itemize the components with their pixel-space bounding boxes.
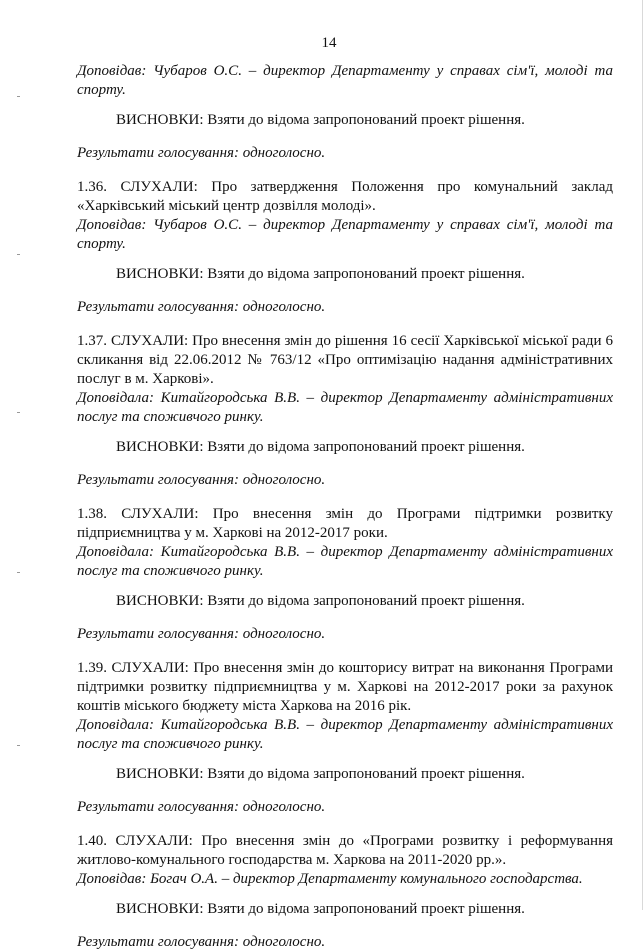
page-number: 14: [321, 35, 337, 51]
conclusion-line: ВИСНОВКИ: Взяти до відома запропонований проект рішення.: [116, 266, 525, 282]
scan-margin-mark: [17, 96, 20, 97]
agenda-item-1-37: 1.37. СЛУХАЛИ: Про внесення змін до рішення 16 сесії Харківської міської ради 6 скликання від 22.06.2012 № 763/12 «Про оптимізацію надання адміністративних послуг в м. Харкові».: [77, 333, 613, 387]
scan-margin-mark: [17, 412, 20, 413]
vote-result-line: Результати голосування: одноголосно.: [77, 145, 326, 161]
agenda-item-1-36: 1.36. СЛУХАЛИ: Про затвердження Положення про комунальний заклад «Харківський міський центр дозвілля молоді».: [77, 179, 613, 214]
document-body: [77, 62, 613, 952]
conclusion-line: ВИСНОВКИ: Взяти до відома запропонований проект рішення.: [116, 901, 525, 917]
vote-result-line: Результати голосування: одноголосно.: [77, 299, 326, 315]
vote-result-line: Результати голосування: одноголосно.: [77, 472, 326, 488]
vote-result-line: Результати голосування: одноголосно.: [77, 799, 326, 815]
reporter-line: Доповідав: Богач О.А. – директор Департаменту комунального господарства.: [77, 871, 583, 887]
reporter-line: Доповідала: Китайгородська В.В. – директор Департаменту адміністративних послуг та споживчого ринку.: [77, 544, 613, 579]
scan-margin-mark: [17, 254, 20, 255]
vote-result-line: Результати голосування: одноголосно.: [77, 934, 326, 950]
reporter-line: Доповідав: Чубаров О.С. – директор Департаменту у справах сім'ї, молоді та спорту.: [77, 217, 613, 252]
scan-margin-mark: [17, 572, 20, 573]
agenda-item-1-40: 1.40. СЛУХАЛИ: Про внесення змін до «Програми розвитку і реформування житлово-комунального господарства м. Харкова на 2011-2020 рр.».: [77, 833, 613, 868]
reporter-line: Доповідала: Китайгородська В.В. – директор Департаменту адміністративних послуг та споживчого ринку.: [77, 390, 613, 425]
reporter-line: Доповідав: Чубаров О.С. – директор Департаменту у справах сім'ї, молоді та спорту.: [77, 63, 613, 98]
scan-margin-mark: [17, 745, 20, 746]
agenda-item-1-38: 1.38. СЛУХАЛИ: Про внесення змін до Програми підтримки розвитку підприємництва у м. Харкові на 2012-2017 роки.: [77, 506, 613, 541]
reporter-line: Доповідала: Китайгородська В.В. – директор Департаменту адміністративних послуг та споживчого ринку.: [77, 717, 613, 752]
agenda-item-1-39: 1.39. СЛУХАЛИ: Про внесення змін до кошторису витрат на виконання Програми підтримки розвитку підприємництва у м. Харкові на 2012-2017 роки за рахунок коштів міського бюджету міста Харкова на 2016 рік.: [77, 660, 613, 714]
vote-result-line: Результати голосування: одноголосно.: [77, 626, 326, 642]
conclusion-line: ВИСНОВКИ: Взяти до відома запропонований проект рішення.: [116, 439, 525, 455]
conclusion-line: ВИСНОВКИ: Взяти до відома запропонований проект рішення.: [116, 112, 525, 128]
conclusion-line: ВИСНОВКИ: Взяти до відома запропонований проект рішення.: [116, 766, 525, 782]
conclusion-line: ВИСНОВКИ: Взяти до відома запропонований проект рішення.: [116, 593, 525, 609]
